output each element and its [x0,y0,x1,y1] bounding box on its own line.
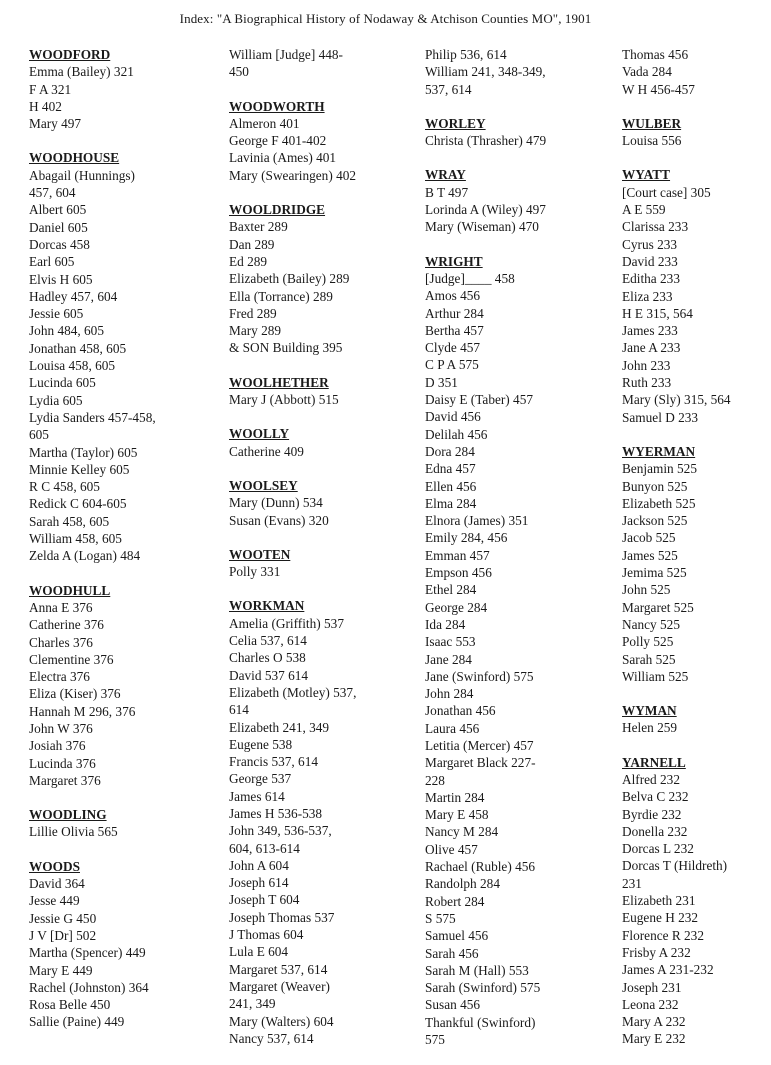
index-entry: Sarah 525 [622,651,676,667]
surname-section [229,374,409,409]
index-entry: Redick C 604-605 [29,496,127,512]
index-entry: Elizabeth (Motley) 537, [229,684,357,700]
surname-section [622,443,771,685]
index-entry: Electra 376 [29,669,90,685]
index-entry: Belva C 232 [622,789,689,805]
surname-heading: WORKMAN [229,598,305,614]
index-entry: R C 458, 605 [29,479,100,495]
index-entry: Rachael (Ruble) 456 [425,859,536,875]
index-entry: Emma (Bailey) 321 [29,64,134,80]
index-entry: 614 [229,702,249,718]
surname-section [229,201,409,357]
surname-heading: WOOLLY [229,426,290,442]
surname-section [622,166,771,425]
index-entry: Albert 605 [29,202,87,218]
index-entry: William 525 [622,668,689,684]
surname-heading: YARNELL [622,754,686,770]
index-entry: Jane (Swinford) 575 [425,668,534,684]
index-entry: Jessie G 450 [29,910,97,926]
surname-section [229,546,409,581]
index-entry: Sarah 456 [425,945,479,961]
surname-section [229,98,409,184]
index-entry: 231 [622,875,642,891]
index-entry: Charles O 538 [229,650,306,666]
index-entry: Jane A 233 [622,340,681,356]
index-entry: Editha 233 [622,271,680,287]
index-entry: C P A 575 [425,357,479,373]
index-entry: William [Judge] 448- [229,47,343,62]
index-entry: 228 [425,772,445,788]
index-entry: Eugene H 232 [622,910,699,926]
index-entry: Sarah 458, 605 [29,513,110,529]
index-entry: Ed 289 [229,253,268,269]
index-entry: Jackson 525 [622,513,688,529]
index-entry: S 575 [425,910,456,926]
index-entry: Elvis H 605 [29,271,93,287]
index-entry: James A 231-232 [622,962,714,978]
surname-heading: WOODHULL [29,582,111,598]
index-column-2 [229,46,409,1064]
index-entry: Elizabeth 525 [622,495,696,511]
index-entry: Louisa 556 [622,133,682,149]
index-entry: Elnora (James) 351 [425,513,529,529]
index-entry: Elizabeth (Bailey) 289 [229,271,350,287]
index-entry: Mary 289 [229,323,282,339]
index-entry: Catherine 376 [29,617,104,633]
surname-section [229,477,409,529]
index-entry: Josiah 376 [29,738,86,754]
index-entry: Francis 537, 614 [229,754,319,770]
index-entry: John 484, 605 [29,323,104,339]
index-entry: Charles 376 [29,634,93,650]
index-entry: Eliza (Kiser) 376 [29,686,121,702]
surname-section [622,754,771,1048]
index-entry: Martin 284 [425,789,485,805]
index-entry: Mary 497 [29,116,82,132]
index-entry: John 349, 536-537, [229,823,332,839]
index-entry: Elizabeth 231 [622,893,696,909]
surname-heading: WOOLSEY [229,477,298,493]
index-entry: Lavinia (Ames) 401 [229,150,337,166]
index-entry: Anna E 376 [29,599,93,615]
index-entry: Byrdie 232 [622,806,682,822]
index-entry: Joseph Thomas 537 [229,909,335,925]
index-entry: Sarah M (Hall) 553 [425,962,529,978]
index-entry: Mary (Wiseman) 470 [425,219,539,235]
index-entry: David 456 [425,409,481,425]
surname-section [425,115,605,150]
index-entry: Vada 284 [622,64,672,80]
index-entry: Martha (Taylor) 605 [29,444,138,460]
index-entry: Polly 525 [622,634,674,650]
index-entry: Samuel 456 [425,928,489,944]
index-entry: Olive 457 [425,841,478,857]
index-entry: Lucinda 376 [29,755,96,771]
surname-section [425,253,605,1049]
index-entry: Clarissa 233 [622,219,689,235]
index-entry: 457, 604 [29,185,76,201]
index-entry: Susan 456 [425,997,481,1013]
surname-heading: WYMAN [622,703,677,719]
index-entry: Dorcas 458 [29,236,90,252]
index-entry: Mary E 449 [29,962,93,978]
index-entry: David 233 [622,253,678,269]
index-entry: Philip 536, 614 [425,47,507,62]
index-entry: Catherine 409 [229,443,304,459]
index-entry: Hannah M 296, 376 [29,703,136,719]
surname-heading: WOOTEN [229,546,291,562]
index-entry: Baxter 289 [229,219,288,235]
index-entry: Thomas 456 [622,47,689,62]
index-entry: David 537 614 [229,667,309,683]
index-entry: John A 604 [229,857,289,873]
index-entry: 604, 613-614 [229,840,300,856]
index-entry: Margaret 525 [622,599,694,615]
index-entry: [Judge]____ 458 [425,270,515,286]
index-entry: Randolph 284 [425,876,500,892]
surname-heading: WOOLDRIDGE [229,202,326,218]
surname-section [229,597,409,1047]
index-entry: Earl 605 [29,254,75,270]
index-entry: Fred 289 [229,305,277,321]
index-entry: Florence R 232 [622,927,704,943]
index-entry: H 402 [29,98,62,114]
index-entry: Joseph T 604 [229,892,300,908]
index-entry: 537, 614 [425,81,472,97]
index-entry: James 614 [229,788,285,804]
index-entry: Mary (Walters) 604 [229,1013,334,1029]
index-entry: Polly 331 [229,564,281,580]
index-entry: Clyde 457 [425,340,481,356]
surname-heading: WRIGHT [425,253,483,269]
index-entry: Sallie (Paine) 449 [29,1014,125,1030]
index-column-3 [425,46,605,1065]
index-entry: Lucinda 605 [29,375,96,391]
surname-heading: WOODS [29,858,80,874]
surname-section [29,46,209,132]
surname-section [29,149,209,564]
index-entry: Nancy 525 [622,616,680,632]
index-entry: John 233 [622,357,671,373]
index-entry: William 458, 605 [29,531,122,547]
index-entry: Amelia (Griffith) 537 [229,615,344,631]
index-entry: 605 [29,427,49,443]
index-entry: Ella (Torrance) 289 [229,288,333,304]
index-entry: Bunyon 525 [622,478,688,494]
index-entry: Nancy M 284 [425,824,499,840]
index-entry: Martha (Spencer) 449 [29,945,146,961]
index-entry: 450 [229,64,249,80]
surname-heading: WORLEY [425,115,486,131]
index-entry: Letitia (Mercer) 457 [425,737,534,753]
index-entry: & SON Building 395 [229,340,343,356]
surname-section [622,115,771,150]
index-entry: Edna 457 [425,461,476,477]
index-entry: James 525 [622,547,678,563]
index-entry: Donella 232 [622,823,688,839]
index-entry: Minnie Kelley 605 [29,461,130,477]
index-entry: William 241, 348-349, [425,64,546,80]
index-entry: Jacob 525 [622,530,676,546]
index-entry: John W 376 [29,720,93,736]
index-column-4 [622,46,771,1065]
index-entry: Hadley 457, 604 [29,288,118,304]
index-entry: Lydia Sanders 457-458, [29,409,156,425]
index-entry: Thankful (Swinford) [425,1014,536,1030]
index-entry: George 284 [425,599,488,615]
index-entry: Sarah (Swinford) 575 [425,980,541,996]
index-entry: Mary E 458 [425,807,489,823]
index-entry: Lorinda A (Wiley) 497 [425,202,546,218]
index-entry: Rachel (Johnston) 364 [29,979,149,995]
index-entry: Daisy E (Taber) 457 [425,392,533,408]
index-entry: Margaret (Weaver) [229,978,330,994]
surname-heading: WYERMAN [622,443,696,459]
index-entry: Margaret Black 227- [425,755,536,771]
index-entry: Jessie 605 [29,306,84,322]
index-entry: Ellen 456 [425,478,477,494]
surname-heading: WYATT [622,167,671,183]
index-entry: Mary (Dunn) 534 [229,495,323,511]
index-entry: Nancy 537, 614 [229,1030,314,1046]
surname-heading: WOODHOUSE [29,150,120,166]
index-entry: Samuel D 233 [622,409,699,425]
index-entry: Susan (Evans) 320 [229,512,329,528]
surname-section [622,46,771,98]
index-entry: D 351 [425,374,458,390]
index-entry: Jonathan 456 [425,703,496,719]
index-entry: Isaac 553 [425,634,476,650]
index-entry: W H 456-457 [622,81,695,97]
surname-section [425,166,605,235]
index-entry: J Thomas 604 [229,927,304,943]
index-entry: George 537 [229,771,292,787]
index-entry: Arthur 284 [425,305,484,321]
index-entry: Mary A 232 [622,1014,686,1030]
index-entry: James 233 [622,323,678,339]
index-entry: Ida 284 [425,616,466,632]
index-entry: Zelda A (Logan) 484 [29,548,141,564]
index-entry: David 364 [29,876,85,892]
index-entry: Mary (Swearingen) 402 [229,167,357,183]
index-entry: Elizabeth 241, 349 [229,719,330,735]
index-entry: Delilah 456 [425,426,488,442]
index-entry: Jemima 525 [622,565,687,581]
index-entry: Helen 259 [622,720,678,736]
index-entry: Louisa 458, 605 [29,358,116,374]
index-entry: Daniel 605 [29,219,88,235]
index-entry: Dorcas T (Hildreth) [622,858,728,874]
surname-section [622,702,771,737]
index-entry: Empson 456 [425,565,492,581]
index-entry: Leona 232 [622,996,679,1012]
surname-heading: WRAY [425,167,466,183]
index-entry: Almeron 401 [229,115,300,131]
index-entry: Ethel 284 [425,582,477,598]
index-entry: Frisby A 232 [622,944,691,960]
index-entry: Bertha 457 [425,322,484,338]
index-entry: Amos 456 [425,288,481,304]
index-entry: 241, 349 [229,996,276,1012]
index-entry: A E 559 [622,202,666,218]
index-entry: Robert 284 [425,893,485,909]
surname-section [425,46,605,98]
index-entry: Mary E 232 [622,1031,686,1047]
index-entry: Celia 537, 614 [229,633,307,649]
index-entry: Laura 456 [425,720,480,736]
surname-section [29,582,209,790]
surname-heading: WOODWORTH [229,98,325,114]
index-entry: Eugene 538 [229,736,293,752]
index-entry: Clementine 376 [29,651,114,667]
index-entry: Eliza 233 [622,288,673,304]
index-entry: 575 [425,1032,445,1048]
index-entry: Mary (Sly) 315, 564 [622,392,731,408]
index-entry: Lydia 605 [29,392,83,408]
index-entry: Joseph 231 [622,979,682,995]
index-entry: B T 497 [425,184,469,200]
index-entry: Jonathan 458, 605 [29,340,127,356]
index-entry: Dorcas L 232 [622,841,694,857]
index-entry: Benjamin 525 [622,461,697,477]
surname-heading: WOOLHETHER [229,374,329,390]
surname-heading: WOODLING [29,807,107,823]
index-entry: Dora 284 [425,443,475,459]
index-entry: Mary J (Abbott) 515 [229,392,339,408]
index-entry: Alfred 232 [622,771,680,787]
index-entry: Lillie Olivia 565 [29,824,118,840]
index-entry: Ruth 233 [622,375,672,391]
index-entry: J V [Dr] 502 [29,927,97,943]
surname-section [229,425,409,460]
index-entry: John 525 [622,582,671,598]
index-entry: John 284 [425,686,474,702]
index-entry: Lula E 604 [229,944,289,960]
index-entry: Margaret 376 [29,772,101,788]
index-entry: Rosa Belle 450 [29,997,111,1013]
index-column-1 [29,46,209,1048]
index-entry: Emily 284, 456 [425,530,508,546]
index-entry: Abagail (Hunnings) [29,167,135,183]
surname-heading: WOODFORD [29,47,111,62]
index-entry: H E 315, 564 [622,305,693,321]
surname-heading: WULBER [622,115,682,131]
index-entry: Jane 284 [425,651,472,667]
page-title: Index: "A Biographical History of Nodaway & Atchison Counties MO", 1901 [179,11,592,26]
surname-section [29,858,209,1031]
index-entry: George F 401-402 [229,133,327,149]
index-entry: Emman 457 [425,547,490,563]
index-entry: Jesse 449 [29,893,80,909]
surname-section [229,46,409,81]
index-entry: [Court case] 305 [622,184,711,200]
index-entry: Joseph 614 [229,875,289,891]
index-entry: James H 536-538 [229,805,323,821]
index-entry: Dan 289 [229,236,275,252]
index-entry: Christa (Thrasher) 479 [425,133,547,149]
index-entry: F A 321 [29,81,72,97]
index-entry: Margaret 537, 614 [229,961,328,977]
index-entry: Elma 284 [425,495,477,511]
index-entry: Cyrus 233 [622,236,678,252]
surname-section [29,806,209,841]
